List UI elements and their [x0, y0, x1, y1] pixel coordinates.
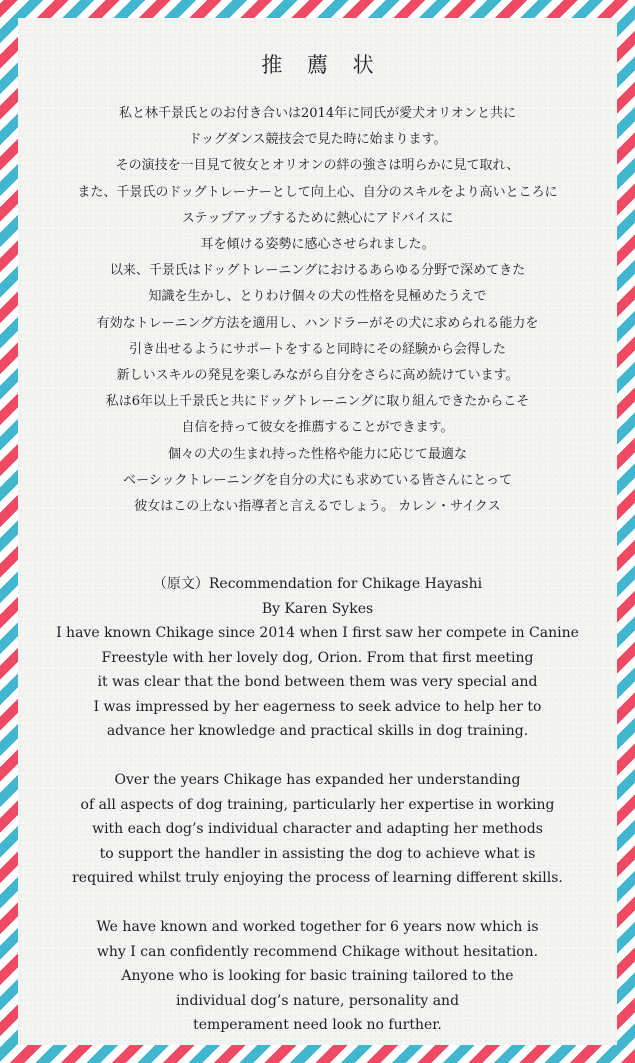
japanese-line: ドッグダンス競技会で見た時に始まります。 — [188, 132, 447, 148]
letter-title: 推 薦 状 — [261, 53, 383, 77]
japanese-letter-body — [0, 101, 635, 520]
english-line: with each dog’s individual character and adapting her methods — [92, 821, 543, 837]
english-line: Anyone who is looking for basic training tailored to the — [121, 968, 514, 984]
japanese-line: 私は6年以上千景氏と共にドッグトレーニングに取り組んできたからこそ — [105, 394, 530, 410]
japanese-line: 自信を持って彼女を推薦することができます。 — [181, 420, 454, 436]
english-line: Over the years Chikage has expanded her understanding — [114, 772, 521, 788]
japanese-line: 新しいスキルの発見を楽しみながら自分をさらに高め続けています。 — [116, 368, 519, 384]
japanese-line: 以来、千景氏はドッグトレーニングにおけるあらゆる分野で深めてきた — [109, 263, 526, 279]
japanese-line: 私と林千景氏とのお付き合いは2014年に同氏が愛犬オリオンと共に — [119, 106, 516, 121]
english-line: to support the handler in assisting the dog to achieve what is — [99, 845, 536, 862]
japanese-line-signature: 彼女はこの上ない指導者と言えるでしょう。 カレン・サイクス — [134, 499, 501, 515]
japanese-line: ベーシックトレーニングを自分の犬にも求めている皆さんにとって — [123, 472, 512, 488]
original-author: By Karen Sykes — [261, 600, 374, 617]
paragraph-spacer — [0, 744, 635, 769]
english-line: of all aspects of dog training, particularly her expertise in working — [80, 796, 555, 813]
english-line: individual dog’s nature, personality and — [175, 992, 460, 1009]
japanese-line: 知識を生かし、とりわけ個々の犬の性格を見極めたうえで — [148, 289, 487, 305]
japanese-line: また、千景氏のドッグトレーナーとして向上心、自分のスキルをより高いところに — [77, 184, 558, 200]
japanese-line: ステップアップするために熱心にアドバイスに — [181, 210, 454, 226]
paragraph-spacer — [0, 891, 635, 916]
english-line: We have known and worked together for 6 years now which is — [96, 919, 539, 935]
english-line: it was clear that the bond between them was very special and — [97, 674, 538, 690]
japanese-line: 有効なトレーニング方法を適用し、ハンドラーがその犬に求められる能力を — [96, 315, 539, 331]
japanese-line: 個々の犬の生まれ持った性格や能力に応じて最適な — [167, 446, 467, 462]
original-heading: （原文）Recommendation for Chikage Hayashi — [152, 576, 483, 592]
english-line: why I can confidently recommend Chikage without hesitation. — [96, 943, 539, 960]
japanese-line: 耳を傾ける姿勢に感心させられました。 — [200, 237, 435, 253]
english-line: I have known Chikage since 2014 when I first saw her compete in Canine — [56, 625, 579, 641]
english-line: temperament need look no further. — [193, 1017, 442, 1033]
english-letter-body — [0, 572, 635, 1038]
japanese-line: その演技を一目見て彼女とオリオンの絆の強さは明らかに見て取れ、 — [115, 158, 520, 174]
english-line: advance her knowledge and practical skills in dog training. — [106, 723, 529, 739]
english-line: Freestyle with her lovely dog, Orion. From that first meeting — [101, 649, 534, 666]
english-line: required whilst truly enjoying the process of learning different skills. — [72, 870, 563, 886]
english-line: I was impressed by her eagerness to seek advice to help her to — [93, 698, 542, 715]
japanese-line: 引き出せるようにサポートをすると同時にその経験から会得した — [128, 341, 506, 357]
